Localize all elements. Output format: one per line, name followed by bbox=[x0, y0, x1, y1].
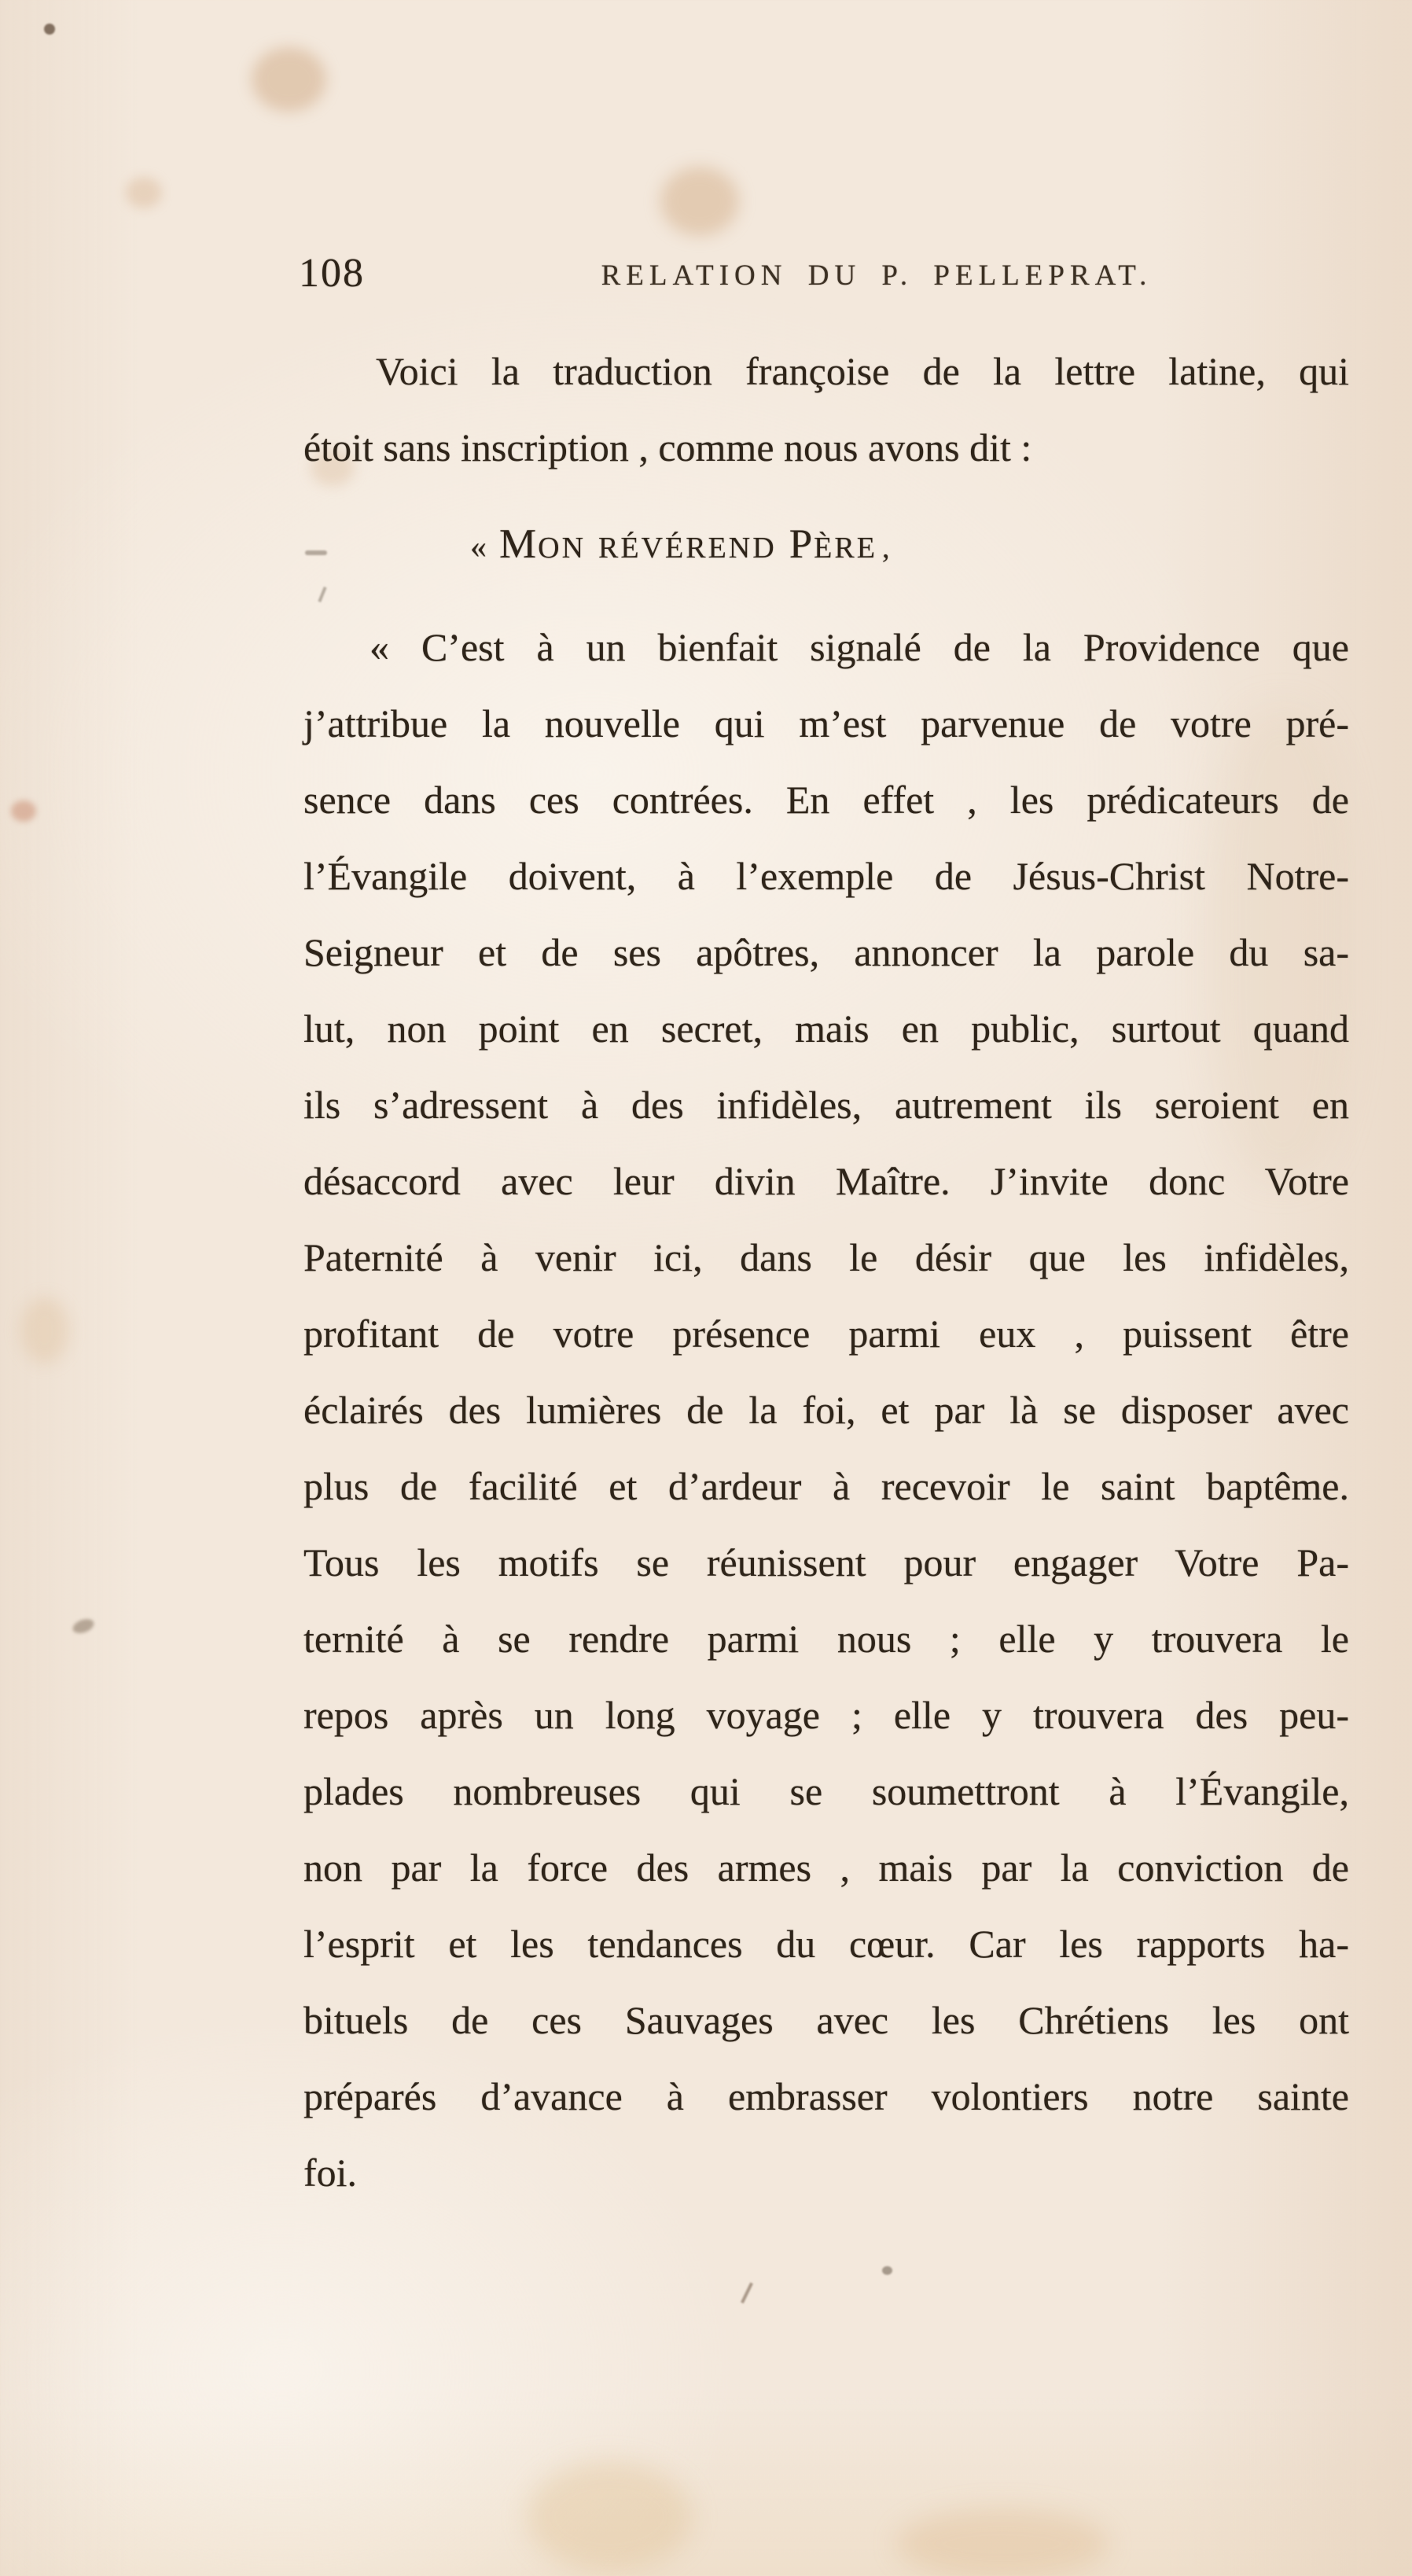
letter-line: « C’est à un bienfait signalé de la Providence que bbox=[370, 625, 1349, 669]
pencil-smudge bbox=[71, 1617, 96, 1636]
paper-stain bbox=[527, 2461, 692, 2571]
letter-line: sence dans ces contrées. En effet , les prédicateurs de bbox=[303, 778, 1349, 822]
foxing-spot bbox=[252, 47, 326, 112]
letter-line: Paternité à venir ici, dans le désir que les infidèles, bbox=[303, 1235, 1349, 1279]
letter-line: plades nombreuses qui se soumettront à l’Évangile, bbox=[303, 1769, 1349, 1813]
letter-line: profitant de votre présence parmi eux , puissent être bbox=[303, 1312, 1349, 1356]
letter-line: Tous les motifs se réunissent pour engager Votre Pa- bbox=[303, 1540, 1349, 1584]
page-header bbox=[0, 250, 1412, 313]
ink-speck bbox=[44, 24, 55, 35]
letter-line: l’Évangile doivent, à l’exemple de Jésus-Christ Notre- bbox=[303, 854, 1349, 898]
foxing-spot bbox=[11, 800, 36, 822]
letter-line: désaccord avec leur divin Maître. J’invite donc Votre bbox=[303, 1159, 1349, 1203]
letter-line: ternité à se rendre parmi nous ; elle y trouvera le bbox=[303, 1617, 1349, 1661]
text-block bbox=[303, 333, 1349, 2211]
foxing-spot bbox=[126, 177, 162, 208]
stray-slash-mark bbox=[741, 2283, 753, 2304]
intro-line: Voici la traduction françoise de la lettre latine, qui bbox=[376, 349, 1349, 393]
running-title: RELATION DU P. PELLEPRAT. bbox=[601, 259, 1153, 292]
letter-line: l’esprit et les tendances du cœur. Car les rapports ha- bbox=[303, 1922, 1349, 1966]
letter-line: plus de facilité et d’ardeur à recevoir le saint baptême. bbox=[303, 1464, 1349, 1508]
letter-line: Seigneur et de ses apôtres, annoncer la parole du sa- bbox=[303, 930, 1349, 974]
foxing-spot bbox=[20, 1297, 69, 1363]
intro-line: étoit sans inscription , comme nous avons dit : bbox=[303, 425, 1032, 469]
letter-line: non par la force des armes , mais par la conviction de bbox=[303, 1846, 1349, 1890]
paper-stain bbox=[896, 2508, 1109, 2576]
letter-line: repos après un long voyage ; elle y trouvera des peu- bbox=[303, 1693, 1349, 1737]
ink-speck bbox=[882, 2266, 892, 2275]
letter-line: préparés d’avance à embrasser volontiers notre sainte bbox=[303, 2074, 1349, 2118]
open-guillemet: « bbox=[470, 529, 488, 565]
letter-line: bituels de ces Sauvages avec les Chrétiens les ont bbox=[303, 1998, 1349, 2042]
letter-line: foi. bbox=[303, 2151, 358, 2195]
foxing-spot bbox=[660, 167, 739, 236]
letter-line: ils s’adressent à des infidèles, autrement ils seroient en bbox=[303, 1083, 1349, 1127]
salutation-line: « MON RÉVÉREND PÈRE , bbox=[470, 521, 892, 567]
page-number: 108 bbox=[299, 251, 365, 296]
letter-line: lut, non point en secret, mais en public, surtout quand bbox=[303, 1006, 1349, 1051]
letter-line: j’attribue la nouvelle qui m’est parvenue de votre pré- bbox=[303, 701, 1349, 745]
letter-line: éclairés des lumières de la foi, et par là se disposer avec bbox=[303, 1388, 1349, 1432]
